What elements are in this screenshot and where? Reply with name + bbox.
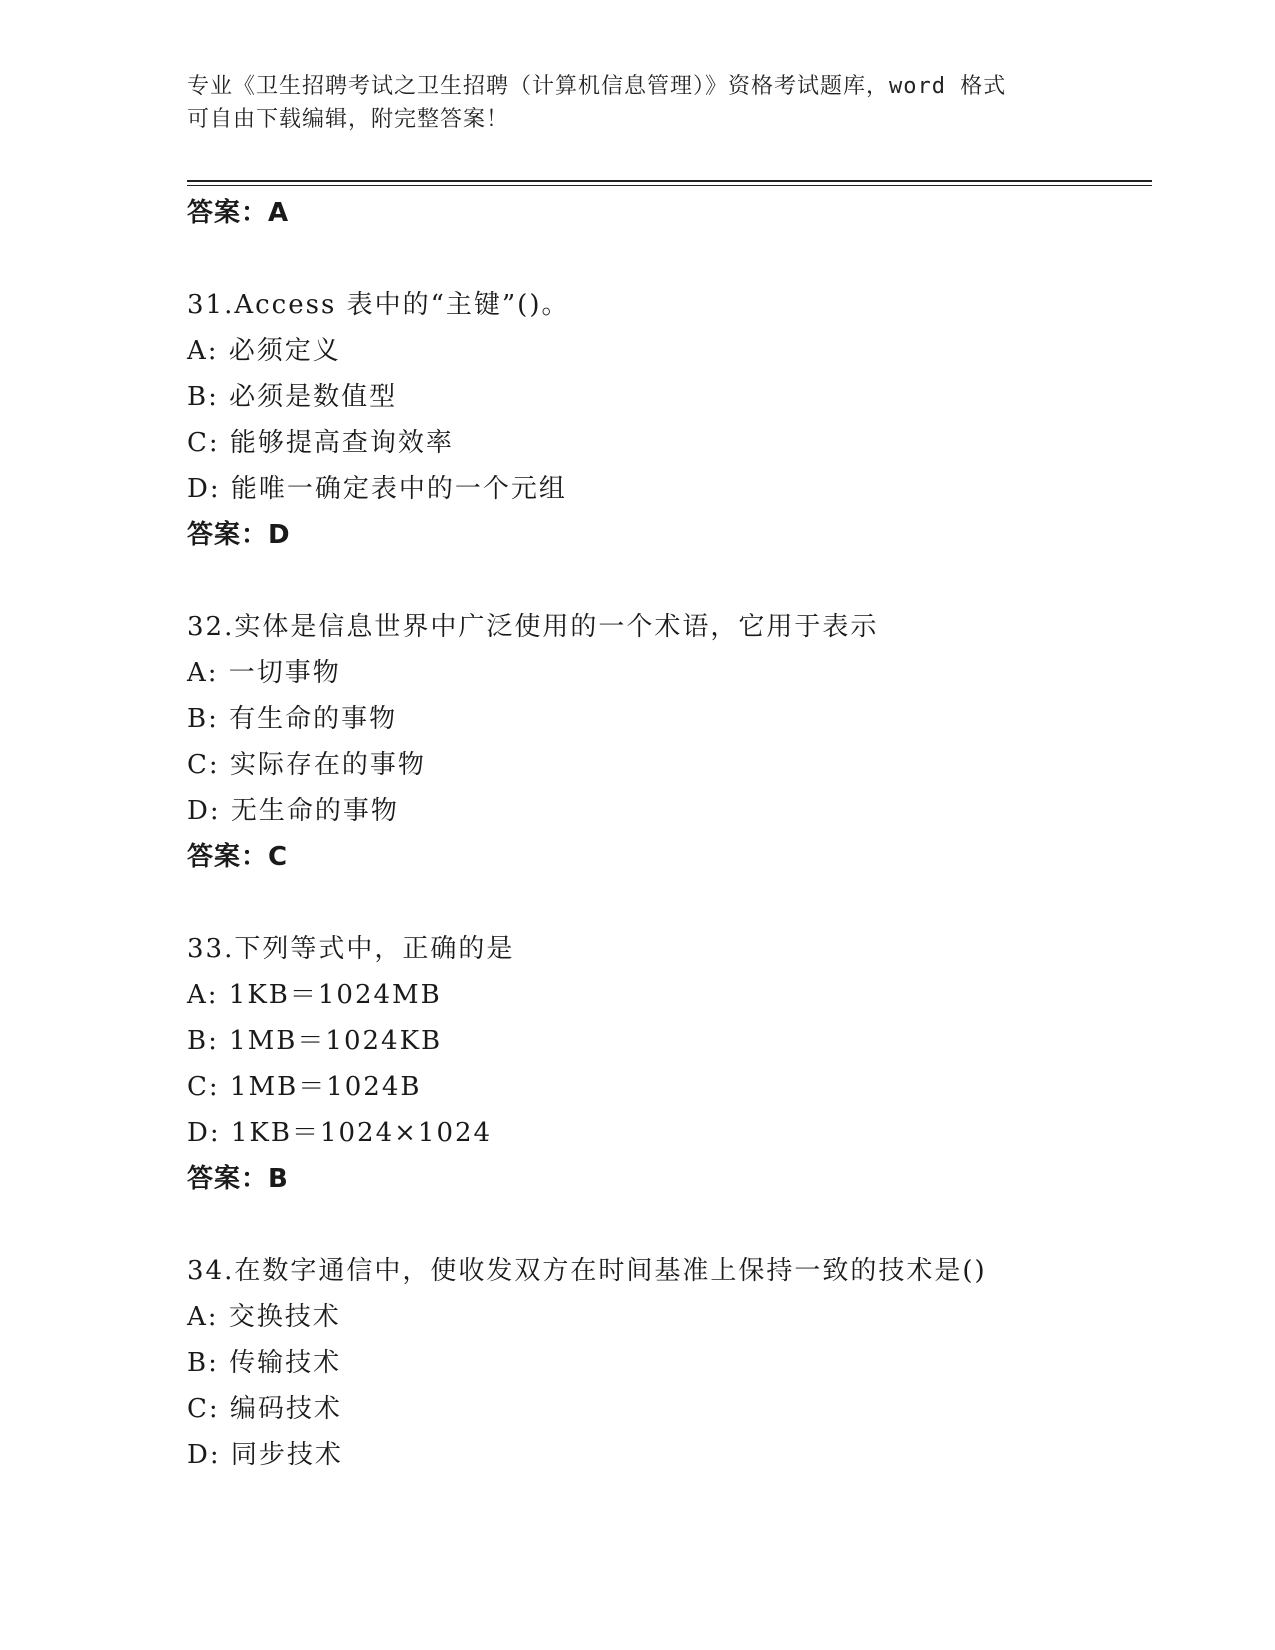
question-stem: 34.在数字通信中，使收发双方在时间基准上保持一致的技术是() <box>187 1256 987 1286</box>
option-c: C: 实际存在的事物 <box>187 750 426 780</box>
header-line-2: 可自由下载编辑，附完整答案！ <box>187 107 510 132</box>
option-d: D: 同步技术 <box>187 1440 343 1470</box>
question-31 <box>187 282 1167 558</box>
header-divider-thick <box>187 180 1152 182</box>
question-stem: 33.下列等式中，正确的是 <box>187 934 515 964</box>
answer: 答案：D <box>187 520 291 550</box>
question-stem: 32.实体是信息世界中广泛使用的一个术语，它用于表示 <box>187 612 879 642</box>
option-b: B: 必须是数值型 <box>187 382 398 412</box>
header-line-1: 专业《卫生招聘考试之卫生招聘（计算机信息管理）》资格考试题库，word 格式 <box>187 74 1007 99</box>
document-header <box>187 70 1087 136</box>
option-c: C: 编码技术 <box>187 1394 342 1424</box>
option-b: B: 有生命的事物 <box>187 704 398 734</box>
question-33 <box>187 926 1167 1202</box>
option-c: C: 1MB＝1024B <box>187 1072 422 1102</box>
option-b: B: 1MB＝1024KB <box>187 1026 443 1056</box>
question-32 <box>187 604 1167 880</box>
option-a: A: 交换技术 <box>187 1302 341 1332</box>
option-a: A: 一切事物 <box>187 658 341 688</box>
question-list <box>187 190 1167 1478</box>
option-a: A: 必须定义 <box>187 336 341 366</box>
option-d: D: 能唯一确定表中的一个元组 <box>187 474 567 504</box>
question-34 <box>187 1248 1167 1478</box>
answer: 答案：B <box>187 1164 289 1194</box>
option-a: A: 1KB＝1024MB <box>187 980 442 1010</box>
option-c: C: 能够提高查询效率 <box>187 428 454 458</box>
question-stem: 31.Access 表中的“主键”()。 <box>187 290 570 320</box>
answer: 答案：C <box>187 842 289 872</box>
answer-30: 答案：A <box>187 198 290 228</box>
option-b: B: 传输技术 <box>187 1348 342 1378</box>
option-d: D: 无生命的事物 <box>187 796 399 826</box>
option-d: D: 1KB＝1024×1024 <box>187 1118 493 1148</box>
header-divider-thin <box>187 185 1152 186</box>
